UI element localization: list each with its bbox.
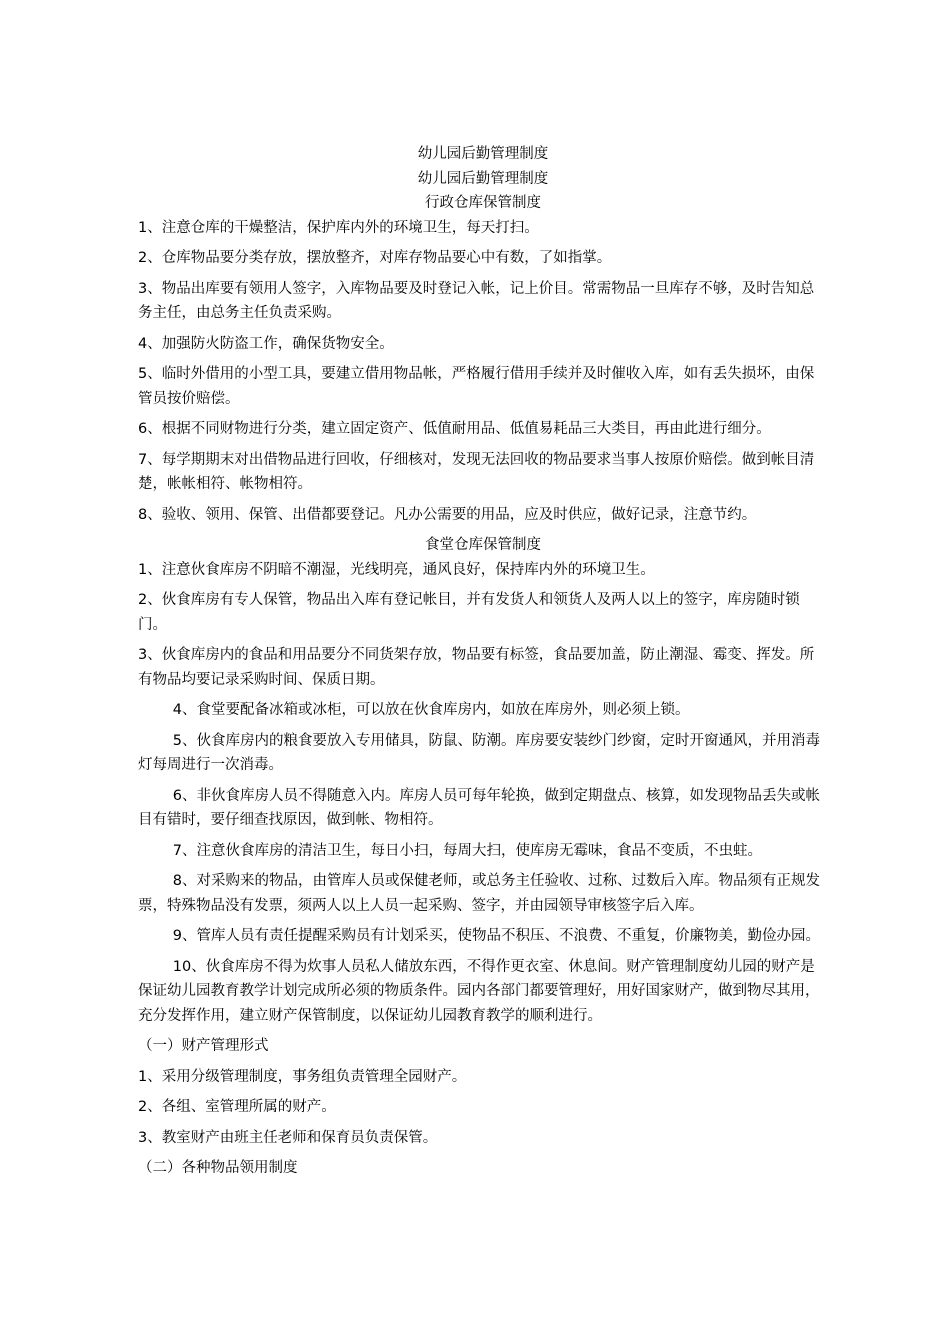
canteen-rule-4: 4、食堂要配备冰箱或冰柜，可以放在伙食库房内，如放在库房外，则必须上锁。 — [172, 702, 690, 718]
canteen-rule-2: 2、伙食库房有专人保管，物品出入库有登记帐目，并有发货人和领货人及两人以上的签字，库房随时锁门。 — [138, 592, 800, 633]
property-rule-2: 2、各组、室管理所属的财产。 — [138, 1099, 336, 1115]
admin-rule-6: 6、根据不同财物进行分类，建立固定资产、低值耐用品、低值易耗品三大类目，再由此进行细分。 — [138, 421, 771, 437]
canteen-rule-10: 10、伙食库房不得为炊事人员私人储放东西，不得作更衣室、休息间。财产管理制度幼儿园的财产是保证幼儿园教育教学计划完成所必须的物质条件。园内各部门都要管理好，用好国家财产，做到物尽其用，充分发挥作用，建立财产保管制度，以保证幼儿园教育教学的顺利进行。 — [138, 958, 820, 1024]
admin-rule-8: 8、验收、领用、保管、出借都要登记。凡办公需要的用品，应及时供应，做好记录，注意节约。 — [138, 506, 757, 523]
admin-rule-3: 3、物品出库要有领用人签字，入库物品要及时登记入帐，记上价目。常需物品一旦库存不够，及时告知总务主任，由总务主任负责采购。 — [138, 280, 815, 321]
admin-rule-7: 7、每学期期末对出借物品进行回收，仔细核对，发现无法回收的物品要求当事人按原价赔偿。做到帐目清楚，帐帐相符、帐物相符。 — [138, 451, 815, 492]
admin-rule-1: 1、注意仓库的干燥整洁，保护库内外的环境卫生，每天打扫。 — [138, 219, 539, 236]
canteen-rule-7: 7、注意伙食库房的清洁卫生，每日小扫，每周大扫，使库房无霉味，食品不变质，不虫蛀。 — [172, 842, 763, 859]
canteen-rule-8: 8、对采购来的物品，由管库人员或保健老师，或总务主任验收、过称、过数后入库。物品须有正规发票，特殊物品没有发票，须两人以上人员一起采购、签字，并由园领导审核签字后入库。 — [138, 873, 821, 914]
admin-rule-2: 2、仓库物品要分类存放，摆放整齐，对库存物品要心中有数，了如指掌。 — [138, 250, 612, 266]
admin-rule-5: 5、临时外借用的小型工具，要建立借用物品帐，严格履行借用手续并及时催收入库，如有丢失损坏，由保管员按价赔偿。 — [138, 366, 815, 407]
doc-title: 幼儿园后勤管理制度 — [417, 146, 549, 162]
property-rule-1: 1、采用分级管理制度，事务组负责管理全园财产。 — [138, 1068, 467, 1085]
canteen-rule-3: 3、伙食库房内的食品和用品要分不同货架存放，物品要有标签，食品要加盖，防止潮湿、霉变、挥发。所有物品均要记录采购时间、保质日期。 — [138, 647, 815, 688]
doc-subtitle: 幼儿园后勤管理制度 — [417, 170, 549, 187]
admin-rule-4: 4、加强防火防盗工作，确保货物安全。 — [138, 335, 394, 352]
canteen-rule-5: 5、伙食库房内的粮食要放入专用储具，防鼠、防潮。库房要安装纱门纱窗，定时开窗通风，并用消毒灯每周进行一次消毒。 — [138, 732, 821, 773]
subheading-item-requisition: （二）各种物品领用制度 — [138, 1160, 298, 1176]
property-rule-3: 3、教室财产由班主任老师和保育员负责保管。 — [138, 1129, 438, 1146]
section-heading-canteen-warehouse: 食堂仓库保管制度 — [425, 537, 541, 553]
document-body — [138, 142, 828, 1181]
canteen-rule-9: 9、管库人员有责任提醒采购员有计划采买，使物品不积压、不浪费、不重复，价廉物美，勤俭办园。 — [172, 928, 821, 944]
canteen-rule-1: 1、注意伙食库房不阴暗不潮湿，光线明亮，通风良好，保持库内外的环境卫生。 — [138, 561, 655, 578]
subheading-property-management: （一）财产管理形式 — [138, 1038, 269, 1054]
canteen-rule-6: 6、非伙食库房人员不得随意入内。库房人员可每年轮换，做到定期盘点、核算，如发现物品丢失或帐目有错时，要仔细查找原因，做到帐、物相符。 — [138, 787, 821, 828]
section-heading-admin-warehouse: 行政仓库保管制度 — [425, 195, 541, 211]
